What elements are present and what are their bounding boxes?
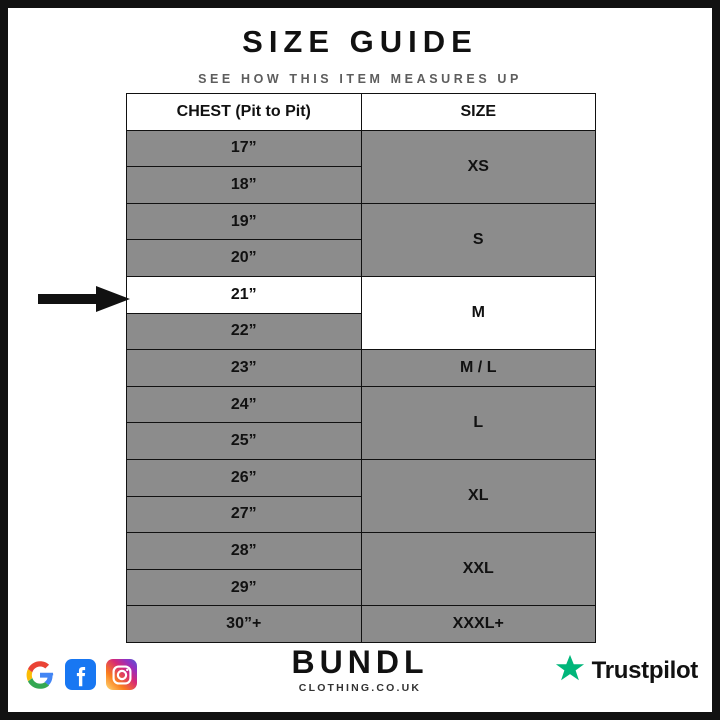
size-cell: XL — [361, 459, 596, 532]
chest-cell-highlighted: 21” — [127, 276, 362, 313]
brand-tagline: CLOTHING.CO.UK — [298, 682, 422, 694]
chest-cell: 28” — [127, 533, 362, 570]
size-cell: S — [361, 203, 596, 276]
column-header-size: SIZE — [361, 94, 596, 131]
size-table — [126, 93, 596, 643]
chest-cell: 19” — [127, 203, 362, 240]
column-header-chest: CHEST (Pit to Pit) — [127, 94, 362, 131]
table-header-row — [127, 94, 596, 131]
chest-cell: 30”+ — [127, 606, 362, 643]
table-row — [127, 350, 596, 387]
trustpilot-star-icon — [555, 653, 585, 688]
chest-cell: 27” — [127, 496, 362, 533]
table-row — [127, 533, 596, 570]
size-table-wrapper — [126, 93, 596, 643]
chest-cell: 26” — [127, 459, 362, 496]
chest-cell: 22” — [127, 313, 362, 350]
size-cell: L — [361, 386, 596, 459]
chest-cell: 17” — [127, 130, 362, 167]
footer — [8, 626, 712, 704]
page-subtitle: SEE HOW THIS ITEM MEASURES UP — [198, 72, 522, 86]
trustpilot-label: Trustpilot — [591, 656, 698, 684]
chest-cell: 20” — [127, 240, 362, 277]
page-title: SIZE GUIDE — [242, 24, 478, 59]
size-cell: M / L — [361, 350, 596, 387]
table-row — [127, 459, 596, 496]
table-row — [127, 386, 596, 423]
right-arrow-icon — [38, 286, 130, 312]
chest-cell: 25” — [127, 423, 362, 460]
size-cell-highlighted: M — [361, 276, 596, 349]
size-cell: XS — [361, 130, 596, 203]
chest-cell: 29” — [127, 569, 362, 606]
size-cell: XXXL+ — [361, 606, 596, 643]
brand-name: BUNDL — [291, 644, 429, 680]
card-inner — [8, 8, 712, 712]
chest-cell: 18” — [127, 167, 362, 204]
table-row — [127, 130, 596, 167]
size-cell: XXL — [361, 533, 596, 606]
table-row — [127, 203, 596, 240]
chest-cell: 24” — [127, 386, 362, 423]
table-row-highlighted — [127, 276, 596, 313]
chest-cell: 23” — [127, 350, 362, 387]
trustpilot-badge[interactable] — [555, 653, 698, 688]
